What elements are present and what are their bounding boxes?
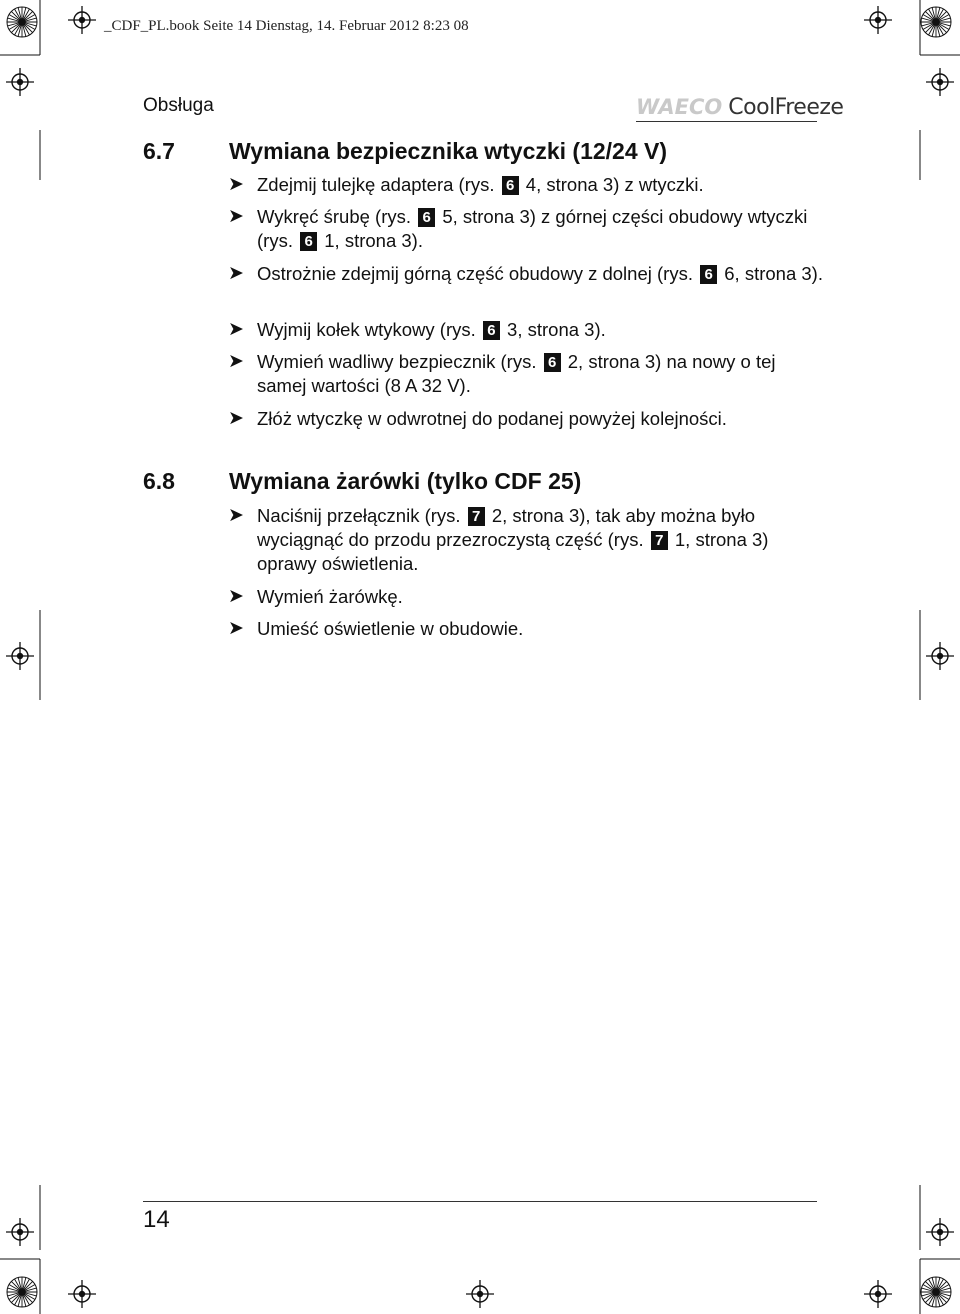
- header-rule: [636, 121, 817, 122]
- bullet-arrow-icon: ➤: [228, 408, 244, 429]
- bullet-arrow-icon: ➤: [228, 586, 244, 607]
- bullet-arrow-icon: ➤: [228, 351, 244, 372]
- printer-slug-line: _CDF_PL.book Seite 14 Dienstag, 14. Februar 2012 8:23 08: [104, 18, 469, 34]
- running-header-section: Obsługa: [143, 95, 214, 116]
- figure-number-badge: 6: [483, 321, 500, 340]
- starburst-target-icon: [7, 1277, 37, 1307]
- figure-number-badge: 7: [468, 507, 485, 526]
- registration-crosshair-icon: [6, 68, 34, 96]
- registration-crosshair-icon: [68, 6, 96, 34]
- list-item: ➤ Wykręć śrubę (rys. 6 5, strona 3) z górnej części obudowy wtyczki (rys. 6 1, strona 3).: [228, 206, 808, 251]
- list-item: ➤ Wymień żarówkę.: [228, 586, 403, 607]
- brand-name: WAECO: [636, 95, 723, 119]
- list-item: ➤ Zdejmij tulejkę adaptera (rys. 6 4, strona 3) z wtyczki.: [228, 174, 704, 195]
- list-item: ➤ Umieść oświetlenie w obudowie.: [228, 618, 524, 639]
- registration-crosshair-icon: [466, 1280, 494, 1308]
- list-item: ➤ Złóż wtyczkę w odwrotnej do podanej powyżej kolejności.: [228, 408, 727, 429]
- section-heading-6-8: [143, 467, 581, 495]
- registration-crosshair-icon: [68, 1280, 96, 1308]
- list-item: ➤ Ostrożnie zdejmij górną część obudowy z dolnej (rys. 6 6, strona 3).: [228, 263, 823, 284]
- list-item: ➤ Wyjmij kołek wtykowy (rys. 6 3, strona 3).: [228, 319, 606, 340]
- figure-number-badge: 6: [544, 353, 561, 372]
- list-item: ➤ Naciśnij przełącznik (rys. 7 2, strona 3), tak aby można było wyciągnąć do przodu przezroczystą część (rys. 7 1, strona 3) oprawy oświetlenia.: [228, 505, 769, 574]
- figure-number-badge: 6: [502, 176, 519, 195]
- page-number: 14: [143, 1206, 170, 1233]
- bullet-arrow-icon: ➤: [228, 263, 244, 284]
- starburst-target-icon: [921, 1277, 951, 1307]
- product-name: CoolFreeze: [728, 95, 844, 120]
- section-title: Wymiana żarówki (tylko CDF 25): [229, 468, 582, 494]
- registration-crosshair-icon: [6, 1218, 34, 1246]
- section-heading-6-7: [143, 137, 667, 165]
- bullet-arrow-icon: ➤: [228, 206, 244, 227]
- registration-crosshair-icon: [926, 1218, 954, 1246]
- section-number: 6.8: [143, 468, 175, 494]
- section-title: Wymiana bezpiecznika wtyczki (12/24 V): [229, 138, 668, 164]
- figure-number-badge: 6: [300, 232, 317, 251]
- registration-crosshair-icon: [864, 6, 892, 34]
- brand-logo: [636, 95, 843, 120]
- registration-crosshair-icon: [926, 68, 954, 96]
- figure-number-badge: 6: [418, 208, 435, 227]
- figure-number-badge: 6: [700, 265, 717, 284]
- registration-crosshair-icon: [864, 1280, 892, 1308]
- bullet-arrow-icon: ➤: [228, 174, 244, 195]
- registration-crosshair-icon: [6, 642, 34, 670]
- section-number: 6.7: [143, 138, 175, 164]
- starburst-target-icon: [7, 7, 37, 37]
- list-item: ➤ Wymień wadliwy bezpiecznik (rys. 6 2, strona 3) na nowy o tej samej wartości (8 A 32 V).: [228, 351, 776, 396]
- bullet-arrow-icon: ➤: [228, 505, 244, 526]
- figure-number-badge: 7: [651, 531, 668, 550]
- bullet-arrow-icon: ➤: [228, 319, 244, 340]
- starburst-target-icon: [921, 7, 951, 37]
- bullet-arrow-icon: ➤: [228, 618, 244, 639]
- footer-rule: [143, 1201, 817, 1202]
- registration-crosshair-icon: [926, 642, 954, 670]
